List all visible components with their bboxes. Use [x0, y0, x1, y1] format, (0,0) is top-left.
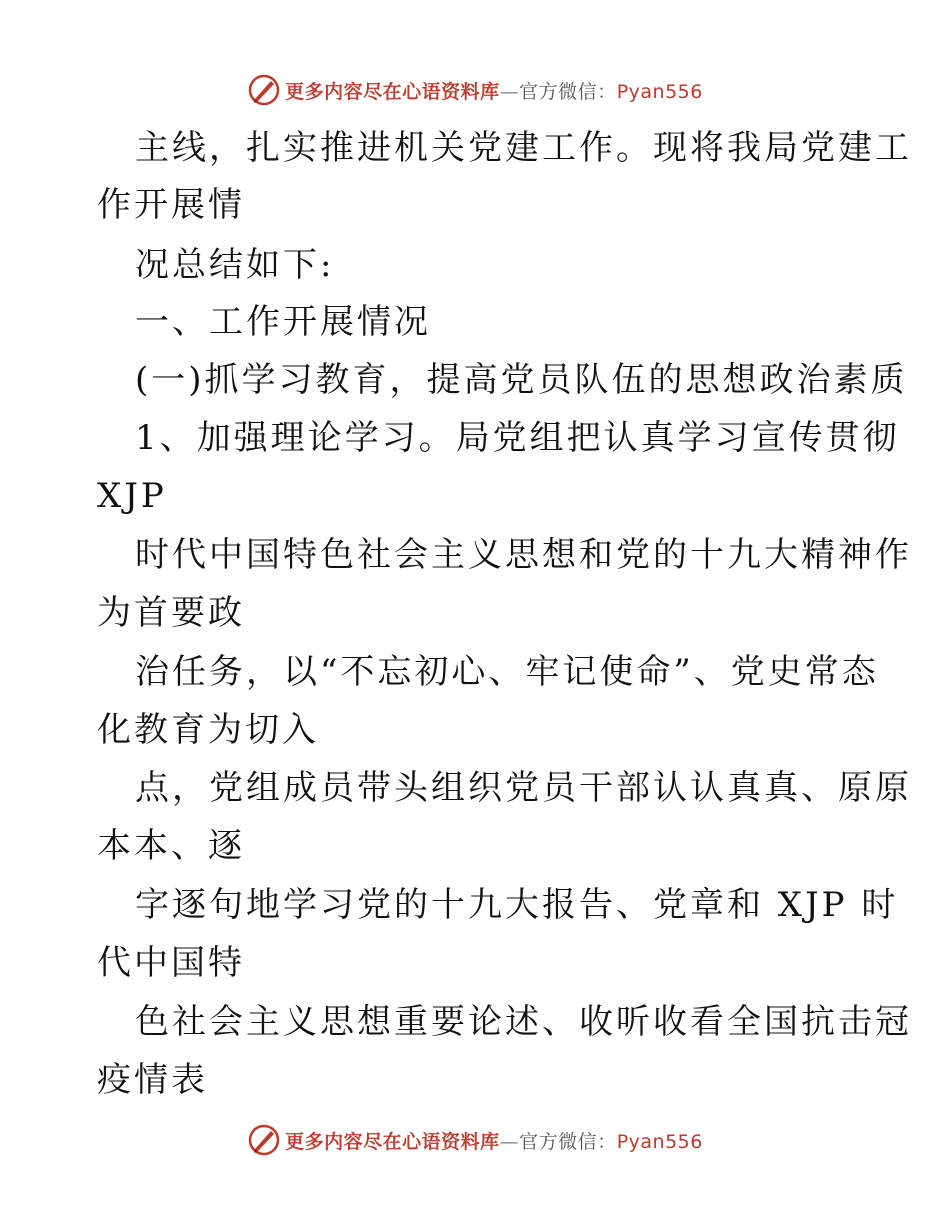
text-line: 色社会主义思想重要论述、收听收看全国抗击冠 — [135, 1002, 912, 1042]
text-line: 况总结如下: — [135, 245, 335, 285]
text-line: 时代中国特色社会主义思想和党的十九大精神作 — [135, 535, 912, 575]
banner-wechat-id: Pyan556 — [616, 80, 703, 103]
text-line: 治任务，以“不忘初心、牢记使命”、党史常态 — [135, 652, 879, 692]
text-line: 作开展情 — [97, 185, 245, 225]
banner-dash: — — [499, 80, 520, 103]
banner-wechat-id: Pyan556 — [616, 1130, 703, 1153]
text-line: 疫情表 — [97, 1060, 208, 1100]
subsection-heading: (一)抓学习教育，提高党员队伍的思想政治素质 — [135, 360, 908, 400]
banner-main-text: 更多内容尽在心语资料库 — [285, 80, 500, 103]
banner-wechat-label: 官方微信： — [519, 1130, 617, 1153]
banner-main-text: 更多内容尽在心语资料库 — [285, 1130, 500, 1153]
banner-wechat-label: 官方微信： — [519, 80, 617, 103]
text-line: 为首要政 — [97, 593, 245, 633]
text-line: 代中国特 — [97, 943, 245, 983]
quill-logo-icon — [247, 73, 281, 107]
text-line: 1、加强理论学习。局党组把认真学习宣传贯彻 — [135, 418, 900, 458]
text-line: 点，党组成员带头组织党员干部认认真真、原原 — [135, 768, 912, 808]
header-banner — [0, 70, 950, 110]
banner-dash: — — [499, 1130, 520, 1153]
text-line: 本本、逐 — [97, 826, 245, 866]
quill-logo-icon — [247, 1123, 281, 1157]
footer-banner — [0, 1120, 950, 1160]
section-heading: 一、工作开展情况 — [135, 302, 431, 342]
text-line: 主线，扎实推进机关党建工作。现将我局党建工 — [135, 128, 912, 168]
text-line: 化教育为切入 — [97, 710, 319, 750]
text-line: XJP — [97, 476, 167, 516]
text-line: 字逐句地学习党的十九大报告、党章和 XJP 时 — [135, 885, 899, 925]
